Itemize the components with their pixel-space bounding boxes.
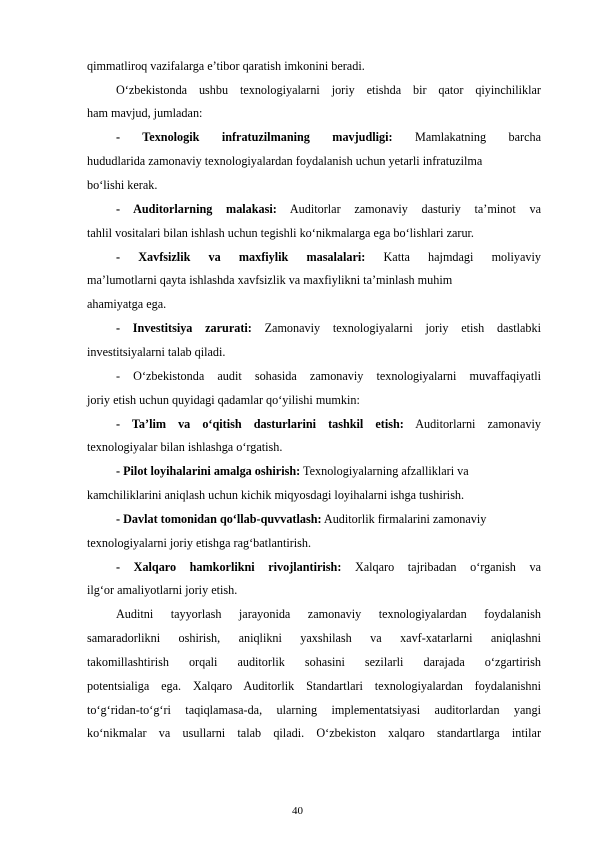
page-number: 40 <box>292 805 303 817</box>
list-item-lead: - Davlat tomonidan qo‘llab-quvvatlash: Auditorlik firmalarini zamonaviy <box>116 512 487 526</box>
text-line: tahlil vositalari bilan ishlash uchun tegishli ko‘nikmalarga ega bo‘lishlari zarur. <box>87 226 474 240</box>
text-line: joriy etish uchun quyidagi qadamlar qo‘yilishi mumkin: <box>87 393 360 407</box>
text-line: qimmatliroq vazifalarga e’tibor qaratish imkonini beradi. <box>87 59 365 73</box>
text-line: ham mavjud, jumladan: <box>87 106 203 120</box>
list-item-lead: - Xavfsizlik va maxfiylik masalalari: Katta hajmdagi moliyaviy <box>116 250 541 264</box>
text-line: texnologiyalarni joriy etishga rag‘batlantirish. <box>87 536 312 550</box>
text-line: bo‘lishi kerak. <box>87 178 158 192</box>
text-line: potentsialiga ega. Xalqaro Auditorlik Standartlari texnologiyalardan foydalanishni <box>87 679 541 693</box>
list-item-lead: - Investitsiya zarurati: Zamonaviy texnologiyalarni joriy etish dastlabki <box>116 321 541 335</box>
list-item-lead: - Pilot loyihalarini amalga oshirish: Texnologiyalarning afzalliklari va <box>116 464 469 478</box>
text-line: ma’lumotlarni qayta ishlashda xavfsizlik va maxfiylikni ta’minlash muhim <box>87 273 453 287</box>
text-line: takomillashtirish orqali auditorlik sohasini sezilarli darajada o‘zgartirish <box>87 655 541 669</box>
text-line: investitsiyalarni talab qiladi. <box>87 345 226 359</box>
text-line: kamchiliklarini aniqlash uchun kichik miqyosdagi loyihalarni ishga tushirish. <box>87 488 465 502</box>
text-line: ilg‘or amaliyotlarni joriy etish. <box>87 583 238 597</box>
text-line: Auditni tayyorlash jarayonida zamonaviy texnologiyalardan foydalanish <box>116 607 541 621</box>
list-item-lead: - Texnologik infratuzilmaning mavjudligi: Mamlakatning barcha <box>116 130 541 144</box>
list-item-lead: - Xalqaro hamkorlikni rivojlantirish: Xalqaro tajribadan o‘rganish va <box>116 560 541 574</box>
list-item-lead: - Ta’lim va o‘qitish dasturlarini tashkil etish: Auditorlarni zamonaviy <box>116 417 541 431</box>
text-line: ko‘nikmalar va usullarni talab qiladi. O‘zbekiston xalqaro standartlarga intilar <box>87 726 541 740</box>
text-line: texnologiyalar bilan ishlashga o‘rgatish. <box>87 440 283 454</box>
text-line: ahamiyatga ega. <box>87 297 167 311</box>
text-line: hududlarida zamonaviy texnologiyalardan foydalanish uchun yetarli infratuzilma <box>87 154 483 168</box>
text-line: samaradorlikni oshirish, aniqlikni yaxshilash va xavf-xatarlarni aniqlashni <box>87 631 541 645</box>
list-item-lead: - Auditorlarning malakasi: Auditorlar zamonaviy dasturiy ta’minot va <box>116 202 542 216</box>
text-line: O‘zbekistonda ushbu texnologiyalarni joriy etishda bir qator qiyinchiliklar <box>116 83 541 97</box>
text-line: to‘g‘ridan-to‘g‘ri taqiqlamasa-da, ularning implementatsiyasi auditorlardan yangi <box>87 703 541 717</box>
list-item-lead: - O‘zbekistonda audit sohasida zamonaviy texnologiyalarni muvaffaqiyatli <box>116 369 541 383</box>
